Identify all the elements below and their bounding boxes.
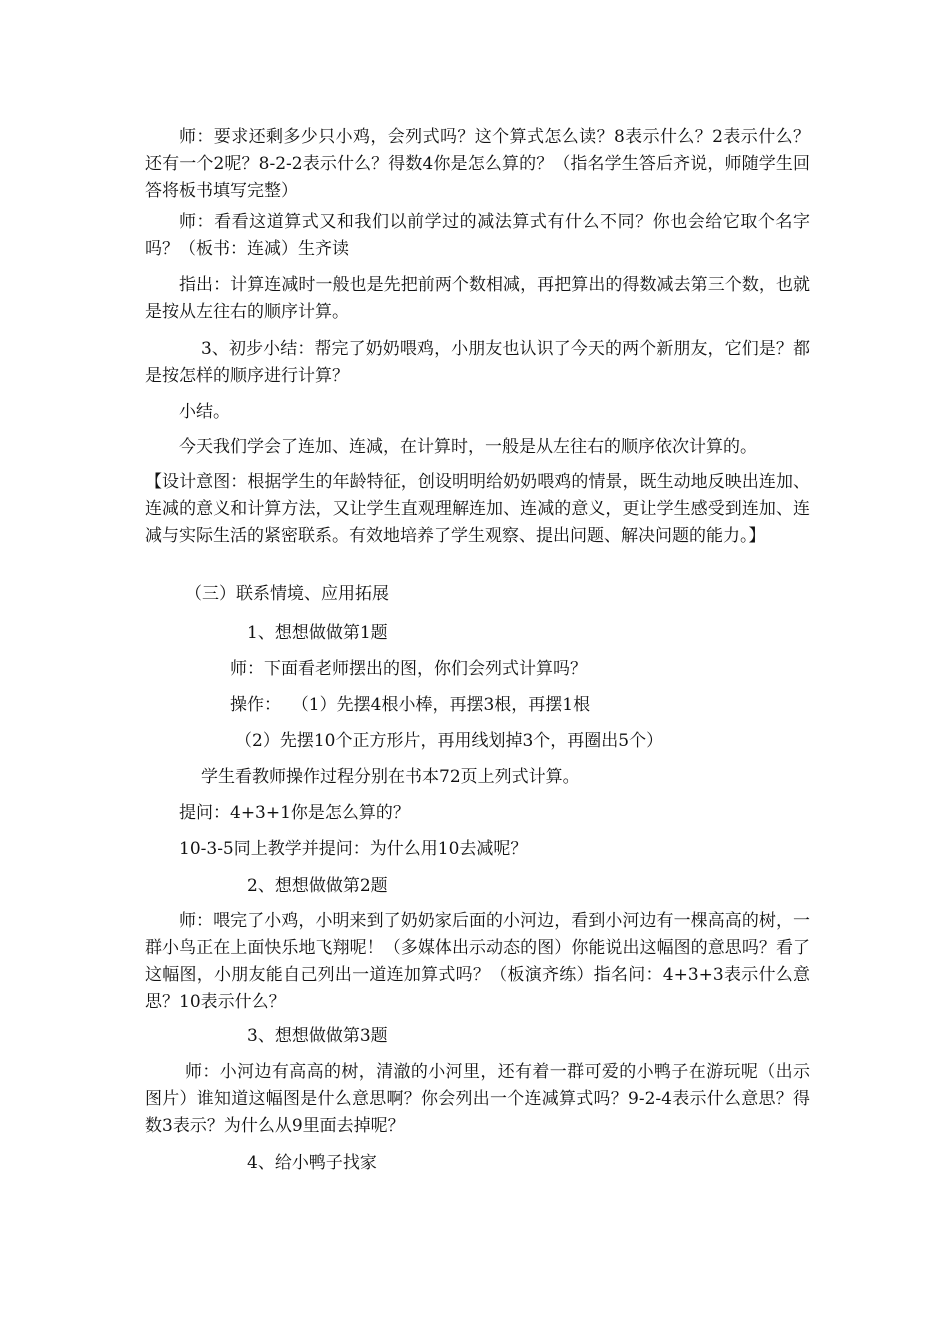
exercise-heading-3: 3、想想做做第3题	[247, 1026, 388, 1046]
paragraph-point-out: 指出：计算连减时一般也是先把前两个数相减，再把算出的得数减去第三个数，也就是按从左往右的顺序计算。	[145, 275, 810, 322]
paragraph-question-sub: 10-3-5同上教学并提问：为什么用10去减呢？	[179, 839, 528, 859]
paragraph-operation-1: 操作： （1）先摆4根小棒，再摆3根，再摆1根	[230, 695, 591, 715]
paragraph-operation-2: （2）先摆10个正方形片，再用线划掉3个，再圈出5个）	[235, 731, 664, 751]
paragraph-teacher-ducks: 师：小河边有高高的树，清澈的小河里，还有着一群可爱的小鸭子在游玩呢（出示图片）谁知道这幅图是什么意思啊？你会列出一个连减算式吗？9-2-4表示什么意思？得数3表示？为什么从9里面去掉呢？	[145, 1062, 810, 1136]
paragraph-summary-text: 今天我们学会了连加、连减，在计算时，一般是从左往右的顺序依次计算的。	[179, 437, 757, 457]
paragraph-teacher-question-1: 师：要求还剩多少只小鸡，会列式吗？这个算式怎么读？8表示什么？2表示什么？还有一个2呢？8-2-2表示什么？得数4你是怎么算的？（指名学生答后齐说，师随学生回答将板书填写完整）	[145, 127, 810, 201]
exercise-heading-2: 2、想想做做第2题	[247, 876, 388, 896]
paragraph-students-calc: 学生看教师操作过程分别在书本72页上列式计算。	[201, 767, 580, 787]
section-heading-3: （三）联系情境、应用拓展	[185, 584, 389, 604]
paragraph-design-intent: 【设计意图：根据学生的年龄特征，创设明明给奶奶喂鸡的情景，既生动地反映出连加、连减的意义和计算方法，又让学生直观理解连加、连减的意义，更让学生感受到连加、连减与实际生活的紧密联系。有效地培养了学生观察、提出问题、解决问题的能力。】	[145, 472, 810, 546]
exercise-heading-1: 1、想想做做第1题	[247, 623, 388, 643]
paragraph-summary-3: 3、初步小结：帮完了奶奶喂鸡，小朋友也认识了今天的两个新朋友，它们是？都是按怎样的顺序进行计算？	[145, 339, 810, 386]
paragraph-teacher-birds: 师：喂完了小鸡，小明来到了奶奶家后面的小河边，看到小河边有一棵高高的树，一群小鸟正在上面快乐地飞翔呢！（多媒体出示动态的图）你能说出这幅图的意思吗？看了这幅图，小朋友能自己列出一道连加算式吗？（板演齐练）指名问：4+3+3表示什么意思？10表示什么？	[145, 911, 810, 1012]
paragraph-summary-label: 小结。	[179, 402, 230, 422]
paragraph-question-add: 提问：4+3+1你是怎么算的？	[179, 803, 410, 823]
paragraph-teacher-question-2: 师：看看这道算式又和我们以前学过的减法算式有什么不同？你也会给它取个名字吗？（板书：连减）生齐读	[145, 212, 810, 259]
paragraph-teacher-look: 师：下面看老师摆出的图，你们会列式计算吗？	[230, 659, 587, 679]
exercise-heading-4: 4、给小鸭子找家	[247, 1153, 377, 1173]
